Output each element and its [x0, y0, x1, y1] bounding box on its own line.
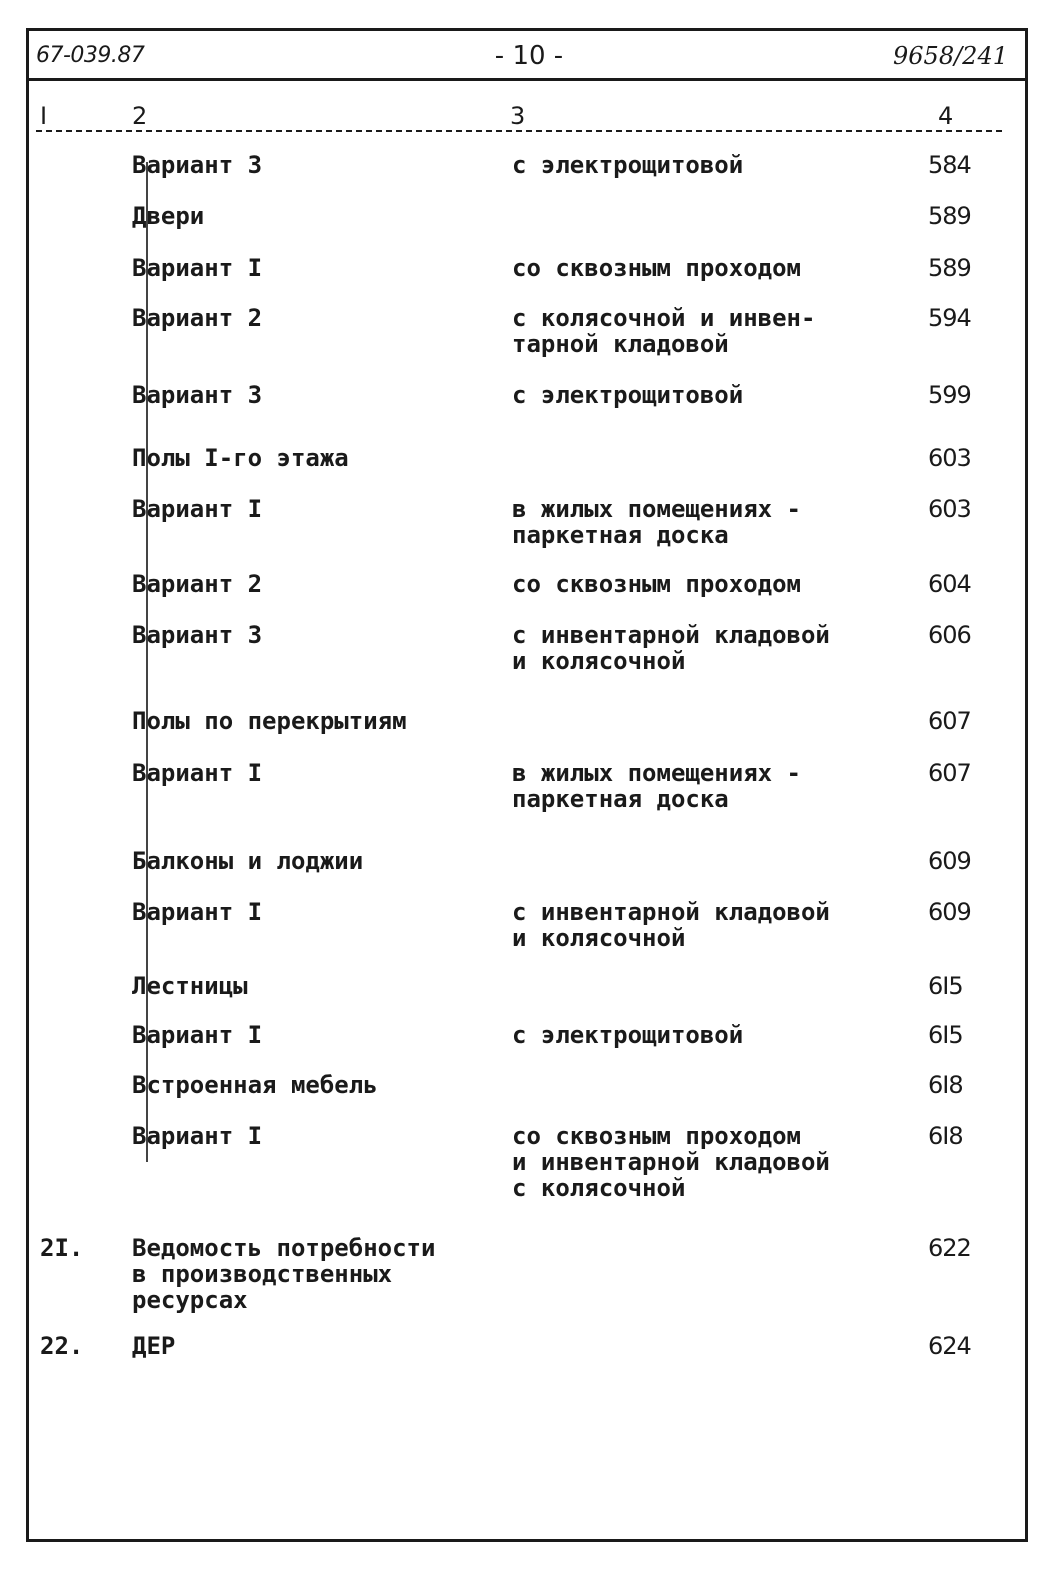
row-page-number: 607 — [928, 759, 971, 787]
row-page-number: 624 — [928, 1332, 971, 1360]
row-title: Ведомость потребности в производственных ресурсах — [132, 1234, 436, 1314]
row-page-number: 604 — [928, 570, 971, 598]
row-description: в жилых помещениях - паркетная доска — [512, 495, 801, 549]
row-description: со сквозным проходом — [512, 570, 801, 598]
row-page-number: 609 — [928, 847, 971, 875]
row-description: со сквозным проходом — [512, 254, 801, 282]
row-title: Вариант 3 — [132, 151, 263, 179]
column-number-1: I — [40, 102, 48, 130]
row-page-number: 603 — [928, 495, 971, 523]
row-description: с электрощитовой — [512, 1021, 744, 1049]
column-header-rule — [36, 130, 1002, 132]
row-title: Вариант I — [132, 1021, 263, 1049]
row-description: со сквозным проходом и инвентарной кладовой с колясочной — [512, 1122, 830, 1202]
row-page-number: 589 — [928, 202, 971, 230]
row-title: Вариант 3 — [132, 381, 263, 409]
row-title: Полы по перекрытиям — [132, 707, 407, 735]
row-page-number: 6I5 — [928, 972, 963, 1000]
row-page-number: 6I8 — [928, 1071, 963, 1099]
row-description: с электрощитовой — [512, 151, 744, 179]
row-number: 2I. — [40, 1234, 84, 1262]
document-code: 67-039.87 — [36, 43, 145, 68]
row-title: Вариант 2 — [132, 304, 263, 332]
row-description: с электрощитовой — [512, 381, 744, 409]
row-page-number: 609 — [928, 898, 971, 926]
row-title: Полы I-го этажа — [132, 444, 349, 472]
row-page-number: 606 — [928, 621, 971, 649]
header-divider — [26, 78, 1028, 81]
row-title: Вариант 3 — [132, 621, 263, 649]
row-page-number: 622 — [928, 1234, 971, 1262]
row-page-number: 599 — [928, 381, 971, 409]
row-description: с инвентарной кладовой и колясочной — [512, 898, 830, 952]
column-number-4: 4 — [938, 102, 954, 130]
row-title: Лестницы — [132, 972, 248, 1000]
row-title: Вариант 2 — [132, 570, 263, 598]
page-number: - 10 - — [494, 41, 564, 71]
column-number-3: 3 — [510, 102, 526, 130]
row-page-number: 594 — [928, 304, 971, 332]
row-title: ДЕР — [132, 1332, 176, 1360]
row-title: Балконы и лоджии — [132, 847, 364, 875]
row-number: 22. — [40, 1332, 84, 1360]
row-title: Вариант I — [132, 1122, 263, 1150]
row-title: Вариант I — [132, 759, 263, 787]
row-page-number: 6I5 — [928, 1021, 963, 1049]
row-description: с инвентарной кладовой и колясочной — [512, 621, 830, 675]
row-title: Двери — [132, 202, 205, 230]
row-page-number: 589 — [928, 254, 971, 282]
row-page-number: 584 — [928, 151, 971, 179]
row-page-number: 6I8 — [928, 1122, 963, 1150]
row-page-number: 603 — [928, 444, 971, 472]
row-description: в жилых помещениях - паркетная доска — [512, 759, 801, 813]
row-title: Вариант I — [132, 495, 263, 523]
column-number-2: 2 — [132, 102, 148, 130]
row-title: Вариант I — [132, 898, 263, 926]
row-page-number: 607 — [928, 707, 971, 735]
row-title: Вариант I — [132, 254, 263, 282]
row-title: Встроенная мебель — [132, 1071, 378, 1099]
row-description: с колясочной и инвен- тарной кладовой — [512, 304, 816, 358]
sheet-reference: 9658/241 — [893, 42, 1008, 70]
